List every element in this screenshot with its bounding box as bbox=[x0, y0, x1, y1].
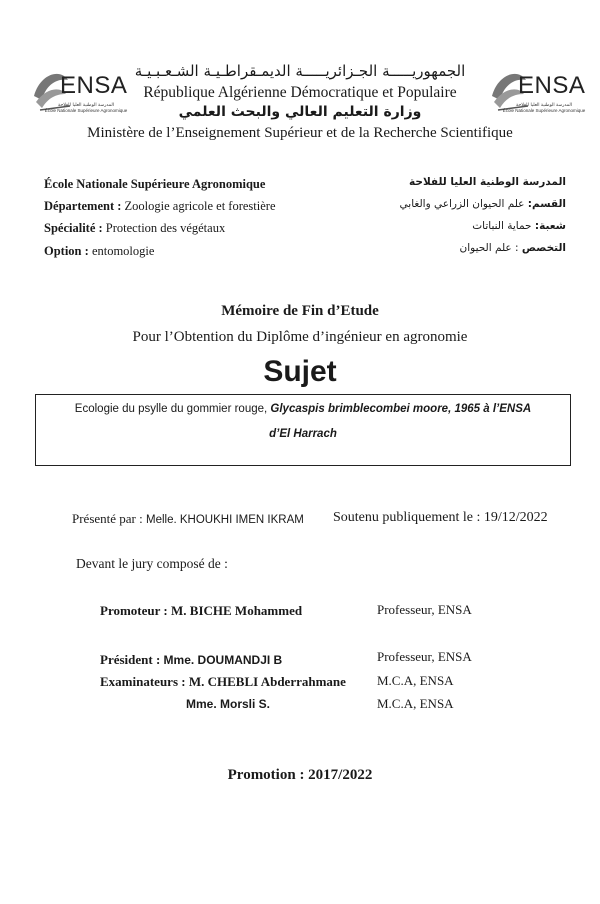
header-ministry-ar: وزارة التعليم العالي والبحث العلمي bbox=[178, 104, 422, 120]
department-ar: القسم: علم الحيوان الزراعي والغابي bbox=[399, 198, 566, 210]
memoir-title: Mémoire de Fin d’Etude bbox=[221, 303, 379, 319]
school-name-ar: المدرسة الوطنية العليا للفلاحة bbox=[409, 176, 566, 188]
header-republic-fr: République Algérienne Démocratique et Populaire bbox=[143, 84, 457, 101]
memoir-subtitle: Pour l’Obtention du Diplôme d’ingénieur en agronomie bbox=[132, 329, 468, 345]
jury-intro: Devant le jury composé de : bbox=[76, 556, 228, 571]
jury-president-role: Professeur, ENSA bbox=[377, 649, 472, 664]
subject-box bbox=[35, 394, 571, 466]
presented-by: Présenté par : Melle. KHOUKHI IMEN IKRAM bbox=[72, 511, 304, 526]
subject-text: Ecologie du psylle du gommier rouge, bbox=[74, 403, 271, 415]
school-name-fr: École Nationale Supérieure Agronomique bbox=[44, 177, 266, 191]
jury-examinateur2-role: M.C.A, ENSA bbox=[377, 696, 454, 711]
jury-examinateur1-role: M.C.A, ENSA bbox=[377, 673, 454, 688]
jury-examinateur2: Mme. Morsli S. bbox=[186, 697, 271, 711]
specialty-fr: Spécialité : Protection des végétaux bbox=[44, 221, 226, 235]
department-fr: Département : Zoologie agricole et forestière bbox=[44, 199, 276, 213]
jury-promoteur-role: Professeur, ENSA bbox=[377, 602, 472, 617]
jury-promoteur: Promoteur : M. BICHE Mohammed bbox=[100, 603, 303, 618]
logo-subtitle: المدرسة الوطنية العليا للفلاحة École Nationale Supérieure Agronomique bbox=[44, 103, 128, 113]
defense-date: Soutenu publiquement le : 19/12/2022 bbox=[333, 510, 548, 525]
header-republic-ar: الجمهوريـــــة الجـزائريـــــة الديمـقراطـيـة الشـعـبـيـة bbox=[134, 62, 466, 80]
subject-species: Glycaspis brimblecombei moore, 1965 à l’ENSA d’El Harrach bbox=[269, 403, 532, 440]
logo-wordmark: ENSA bbox=[518, 72, 586, 99]
logo-wordmark: ENSA bbox=[60, 72, 128, 99]
option-ar: التخصص : علم الحيوان bbox=[459, 242, 566, 254]
header-ministry-fr: Ministère de l’Enseignement Supérieur et de la Recherche Scientifique bbox=[87, 125, 513, 141]
promotion: Promotion : 2017/2022 bbox=[227, 767, 373, 783]
jury-president: Président : Mme. DOUMANDJI B bbox=[100, 652, 283, 667]
logo-subtitle: المدرسة الوطنية العليا للفلاحة École Nationale Supérieure Agronomique bbox=[502, 103, 586, 113]
specialty-ar: شعبة: حماية النباتات bbox=[472, 220, 566, 232]
subject-heading: Sujet bbox=[263, 355, 337, 388]
option-fr: Option : entomologie bbox=[44, 244, 155, 258]
jury-examinateurs: Examinateurs : M. CHEBLI Abderrahmane bbox=[100, 674, 346, 689]
